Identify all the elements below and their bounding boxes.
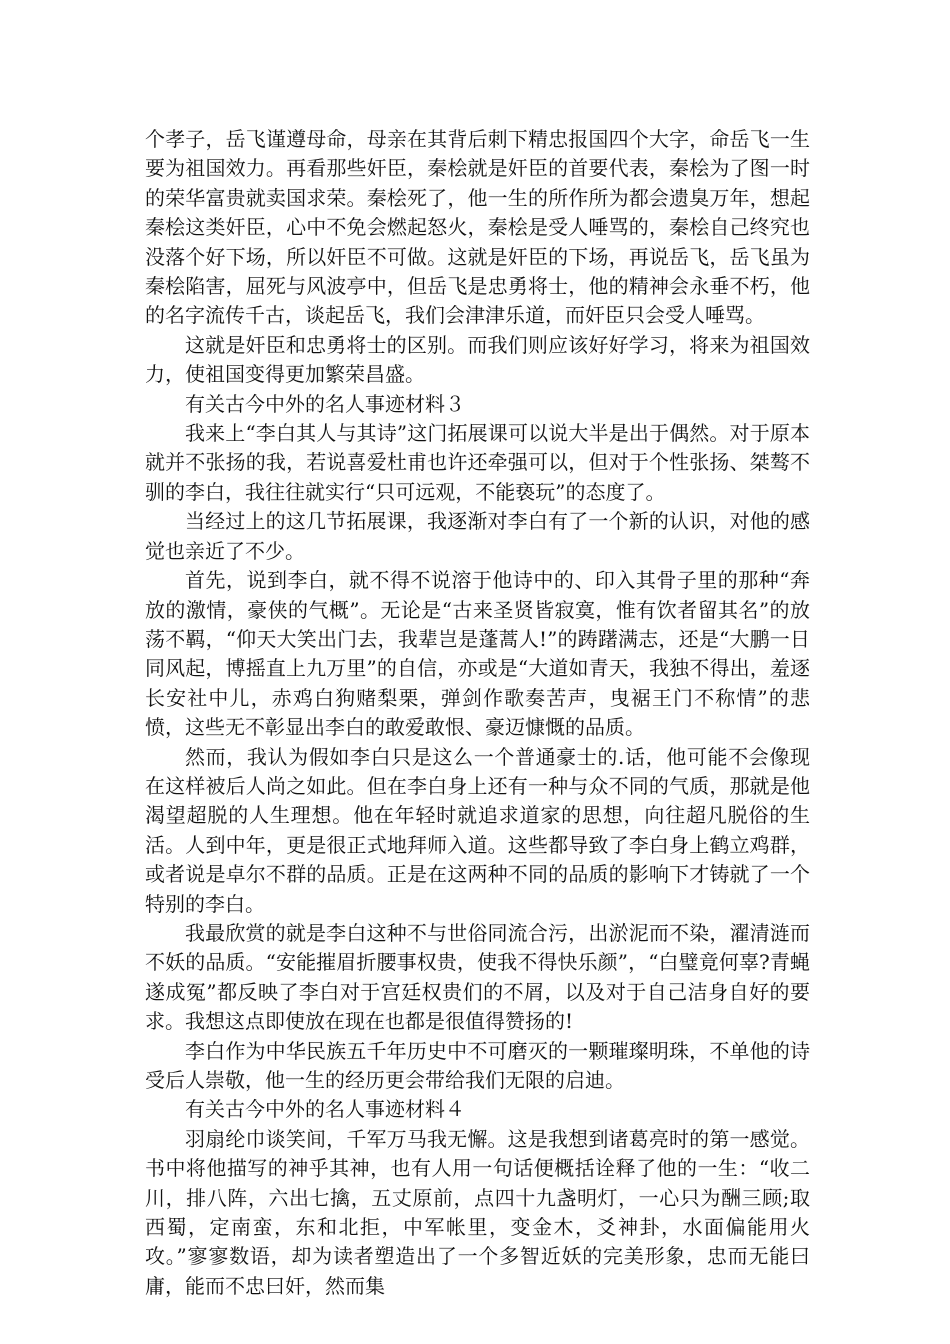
paragraph: 羽扇纶巾谈笑间，千军万马我无懈。这是我想到诸葛亮时的第一感觉。书中将他描写的神乎其神，也有人用一句话便概括诠释了他的一生：“收二川，排八阵，六出七擒，五丈原前，点四十九盏明灯，一心只为酬三顾;取西蜀，定南蛮，东和北拒，中军帐里，变金木，爻神卦，水面偏能用火攻。”寥寥数语，却为读者塑造出了一个多智近妖的完美形象，忠而无能曰庸，能而不忠曰奸，然而集 <box>145 1126 810 1298</box>
section-heading: 有关古今中外的名人事迹材料４ <box>185 1097 465 1122</box>
paragraph: 我最欣赏的就是李白这种不与世俗同流合污，出淤泥而不染，濯清涟而不妖的品质。“安能摧眉折腰事权贵，使我不得快乐颜”，“白璧竟何辜?青蝇遂成冤”都反映了李白对于宫廷权贵们的不屑，以及对于自己洁身自好的要求。我想这点即使放在现在也都是很值得赞扬的! <box>145 920 810 1034</box>
paragraph: 我来上“李白其人与其诗”这门拓展课可以说大半是出于偶然。对于原本就并不张扬的我，若说喜爱杜甫也许还牵强可以，但对于个性张扬、桀骜不驯的李白，我往往就实行“只可远观，不能亵玩”的态度了。 <box>145 421 810 504</box>
paragraph: 然而，我认为假如李白只是这么一个普通豪士的.话，他可能不会像现在这样被后人尚之如此。但在李白身上还有一种与众不同的气质，那就是他渴望超脱的人生理想。他在年轻时就追求道家的思想，向往超凡脱俗的生活。人到中年，更是很正式地拜师入道。这些都导致了李白身上鹤立鸡群，或者说是卓尔不群的品质。正是在这两种不同的品质的影响下才铸就了一个特别的李白。 <box>145 744 810 916</box>
paragraph: 首先，说到李白，就不得不说溶于他诗中的、印入其骨子里的那种“奔放的激情，豪侠的气概”。无论是“古来圣贤皆寂寞，惟有饮者留其名”的放荡不羁，“仰天大笑出门去，我辈岂是蓬蒿人!”的踌躇满志，还是“大鹏一日同风起，博摇直上九万里”的自信，亦或是“大道如青天，我独不得出，羞逐长安社中儿，赤鸡白狗赌梨栗，弹剑作歌奏苦声，曳裾王门不称情”的悲愤，这些无不彰显出李白的敢爱敢恨、豪迈慷慨的品质。 <box>145 568 810 740</box>
paragraph: 李白作为中华民族五千年历史中不可磨灭的一颗璀璨明珠，不单他的诗受后人崇敬，他一生的经历更会带给我们无限的启迪。 <box>145 1038 810 1092</box>
paragraph: 这就是奸臣和忠勇将士的区别。而我们则应该好好学习，将来为祖国效力，使祖国变得更加繁荣昌盛。 <box>145 332 810 387</box>
paragraph: 个孝子，岳飞谨遵母命，母亲在其背后刺下精忠报国四个大字，命岳飞一生要为祖国效力。再看那些奸臣，秦桧就是奸臣的首要代表，秦桧为了图一时的荣华富贵就卖国求荣。秦桧死了，他一生的所作所为都会遗臭万年，想起秦桧这类奸臣，心中不免会燃起怒火，秦桧是受人唾骂的，秦桧自己终究也没落个好下场，所以奸臣不可做。这就是奸臣的下场，再说岳飞，岳飞虽为秦桧陷害，屈死与风波亭中，但岳飞是忠勇将士，他的精神会永垂不朽，他的名字流传千古，谈起岳飞，我们会津津乐道，而奸臣只会受人唾骂。 <box>145 127 810 328</box>
document-page <box>145 125 810 1301</box>
section-heading: 有关古今中外的名人事迹材料３ <box>185 391 465 416</box>
paragraph: 当经过上的这几节拓展课，我逐渐对李白有了一个新的认识，对他的感觉也亲近了不少。 <box>145 509 810 563</box>
